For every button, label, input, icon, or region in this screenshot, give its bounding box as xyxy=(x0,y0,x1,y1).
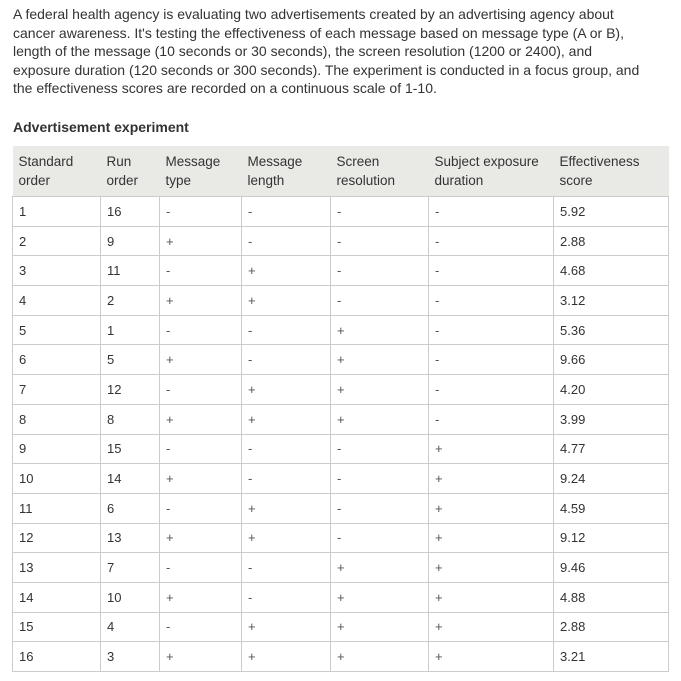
table-cell: - xyxy=(429,375,554,405)
column-header xyxy=(242,146,331,197)
table-row xyxy=(13,345,669,375)
table-cell: 3 xyxy=(13,256,101,286)
table-row xyxy=(13,523,669,553)
table-cell: 9.12 xyxy=(554,523,669,553)
table-cell: - xyxy=(429,345,554,375)
table-cell: - xyxy=(331,434,429,464)
table-cell: + xyxy=(242,256,331,286)
table-row xyxy=(13,404,669,434)
table-row xyxy=(13,612,669,642)
table-row xyxy=(13,493,669,523)
table-cell: + xyxy=(242,493,331,523)
table-cell: - xyxy=(242,553,331,583)
table-row xyxy=(13,553,669,583)
table-cell: - xyxy=(429,226,554,256)
table-cell: 9.66 xyxy=(554,345,669,375)
table-cell: 9 xyxy=(101,226,160,256)
column-header xyxy=(160,146,242,197)
table-cell: 3.12 xyxy=(554,286,669,316)
table-cell: 7 xyxy=(101,553,160,583)
table-cell: - xyxy=(242,226,331,256)
table-cell: + xyxy=(160,523,242,553)
table-row xyxy=(13,286,669,316)
table-cell: 4 xyxy=(13,286,101,316)
table-cell: + xyxy=(242,642,331,672)
table-cell: 3 xyxy=(101,642,160,672)
table-cell: - xyxy=(331,464,429,494)
intro-paragraph: A federal health agency is evaluating two advertisements created by an advertising agency about cancer awareness. It's testing the effectiveness of each message based on message type (A or B), length of the message (10 seconds or 30 seconds), the screen resolution (1200 or 2400), and exposure duration (120 seconds or 300 seconds). The experiment is conducted in a focus group, and the effectiveness scores are recorded on a continuous scale of 1-10. xyxy=(13,6,640,96)
table-row xyxy=(13,315,669,345)
table-cell: + xyxy=(242,612,331,642)
table-cell: + xyxy=(160,286,242,316)
table-header xyxy=(13,146,669,197)
table-cell: 15 xyxy=(101,434,160,464)
table-cell: 16 xyxy=(101,197,160,227)
column-header-line: length xyxy=(247,173,285,188)
table-cell: 2.88 xyxy=(554,226,669,256)
table-cell: 16 xyxy=(13,642,101,672)
table-cell: - xyxy=(429,404,554,434)
column-header-line: Message xyxy=(165,154,221,169)
table-cell: + xyxy=(160,642,242,672)
table-caption: Advertisement experiment xyxy=(13,119,189,135)
table-cell: 5 xyxy=(101,345,160,375)
table-cell: + xyxy=(331,582,429,612)
column-header-line: Subject exposure xyxy=(434,154,539,169)
table-cell: + xyxy=(331,345,429,375)
table-cell: - xyxy=(429,315,554,345)
table-cell: + xyxy=(429,582,554,612)
table-cell: - xyxy=(160,493,242,523)
table-cell: 13 xyxy=(13,553,101,583)
table-cell: 5 xyxy=(13,315,101,345)
table-cell: - xyxy=(242,197,331,227)
table-cell: 8 xyxy=(101,404,160,434)
table-cell: + xyxy=(331,375,429,405)
table-cell: - xyxy=(242,434,331,464)
table-cell: 4.88 xyxy=(554,582,669,612)
column-header-line: Run xyxy=(106,154,132,169)
table-cell: + xyxy=(429,612,554,642)
table-cell: 5.92 xyxy=(554,197,669,227)
table-cell: + xyxy=(331,612,429,642)
table-cell: - xyxy=(331,256,429,286)
table-cell: + xyxy=(429,434,554,464)
table-cell: - xyxy=(331,226,429,256)
table-cell: + xyxy=(429,523,554,553)
table-cell: 6 xyxy=(13,345,101,375)
table-cell: + xyxy=(331,642,429,672)
table-cell: 10 xyxy=(13,464,101,494)
table-row xyxy=(13,582,669,612)
column-header-line: score xyxy=(559,173,593,188)
table-cell: + xyxy=(331,404,429,434)
table-cell: 1 xyxy=(101,315,160,345)
table-cell: 14 xyxy=(13,582,101,612)
table-cell: 11 xyxy=(101,256,160,286)
table-cell: 2.88 xyxy=(554,612,669,642)
column-header xyxy=(429,146,554,197)
table-cell: 13 xyxy=(101,523,160,553)
table-cell: - xyxy=(429,197,554,227)
table-cell: - xyxy=(160,375,242,405)
column-header-line: Message xyxy=(247,154,303,169)
table-cell: + xyxy=(242,404,331,434)
table-cell: 4.59 xyxy=(554,493,669,523)
table-row xyxy=(13,464,669,494)
table-cell: - xyxy=(242,464,331,494)
table-cell: 12 xyxy=(13,523,101,553)
column-header-line: order xyxy=(18,173,51,188)
table-cell: + xyxy=(160,345,242,375)
table-cell: + xyxy=(242,286,331,316)
table-cell: 10 xyxy=(101,582,160,612)
table-cell: 2 xyxy=(13,226,101,256)
table-cell: + xyxy=(331,315,429,345)
table-cell: 1 xyxy=(13,197,101,227)
table-cell: 4 xyxy=(101,612,160,642)
column-header-line: resolution xyxy=(336,173,396,188)
column-header xyxy=(101,146,160,197)
table-cell: - xyxy=(242,582,331,612)
table-cell: + xyxy=(160,226,242,256)
table-cell: - xyxy=(160,434,242,464)
table-cell: - xyxy=(429,286,554,316)
table-cell: - xyxy=(242,345,331,375)
table-cell: - xyxy=(242,315,331,345)
table-cell: 2 xyxy=(101,286,160,316)
table-row xyxy=(13,226,669,256)
table-cell: + xyxy=(242,523,331,553)
column-header-line: Screen xyxy=(336,154,380,169)
header-row xyxy=(13,146,669,197)
table-cell: - xyxy=(331,493,429,523)
table-cell: + xyxy=(160,404,242,434)
table-cell: - xyxy=(160,612,242,642)
table-cell: - xyxy=(160,315,242,345)
table-row xyxy=(13,197,669,227)
table-cell: - xyxy=(160,256,242,286)
table-cell: + xyxy=(242,375,331,405)
table-cell: 9.24 xyxy=(554,464,669,494)
table-cell: 3.21 xyxy=(554,642,669,672)
table-cell: 5.36 xyxy=(554,315,669,345)
table-cell: + xyxy=(160,464,242,494)
column-header xyxy=(331,146,429,197)
table-cell: - xyxy=(331,286,429,316)
column-header xyxy=(554,146,669,197)
table-cell: 9.46 xyxy=(554,553,669,583)
table-cell: 7 xyxy=(13,375,101,405)
table-cell: 4.20 xyxy=(554,375,669,405)
table-row xyxy=(13,642,669,672)
table-cell: + xyxy=(160,582,242,612)
table-cell: + xyxy=(429,493,554,523)
table-cell: + xyxy=(429,642,554,672)
column-header-line: Effectiveness xyxy=(559,154,640,169)
column-header xyxy=(13,146,101,197)
table-cell: - xyxy=(331,523,429,553)
table-cell: 14 xyxy=(101,464,160,494)
table-cell: 4.77 xyxy=(554,434,669,464)
table-cell: + xyxy=(429,553,554,583)
column-header-line: type xyxy=(165,173,192,188)
table-body xyxy=(13,197,669,672)
table-row xyxy=(13,434,669,464)
table-cell: 11 xyxy=(13,493,101,523)
table-cell: - xyxy=(429,256,554,286)
table-cell: 4.68 xyxy=(554,256,669,286)
table-cell: + xyxy=(331,553,429,583)
table-cell: 8 xyxy=(13,404,101,434)
advertisement-experiment-table xyxy=(12,146,669,672)
table-cell: - xyxy=(160,553,242,583)
column-header-line: order xyxy=(106,173,139,188)
table-cell: + xyxy=(429,464,554,494)
table-cell: 3.99 xyxy=(554,404,669,434)
table-row xyxy=(13,256,669,286)
table-cell: 12 xyxy=(101,375,160,405)
table-cell: 15 xyxy=(13,612,101,642)
table-cell: 6 xyxy=(101,493,160,523)
table-cell: - xyxy=(331,197,429,227)
table-cell: - xyxy=(160,197,242,227)
column-header-line: Standard xyxy=(18,154,74,169)
column-header-line: duration xyxy=(434,173,484,188)
table-cell: 9 xyxy=(13,434,101,464)
table-row xyxy=(13,375,669,405)
